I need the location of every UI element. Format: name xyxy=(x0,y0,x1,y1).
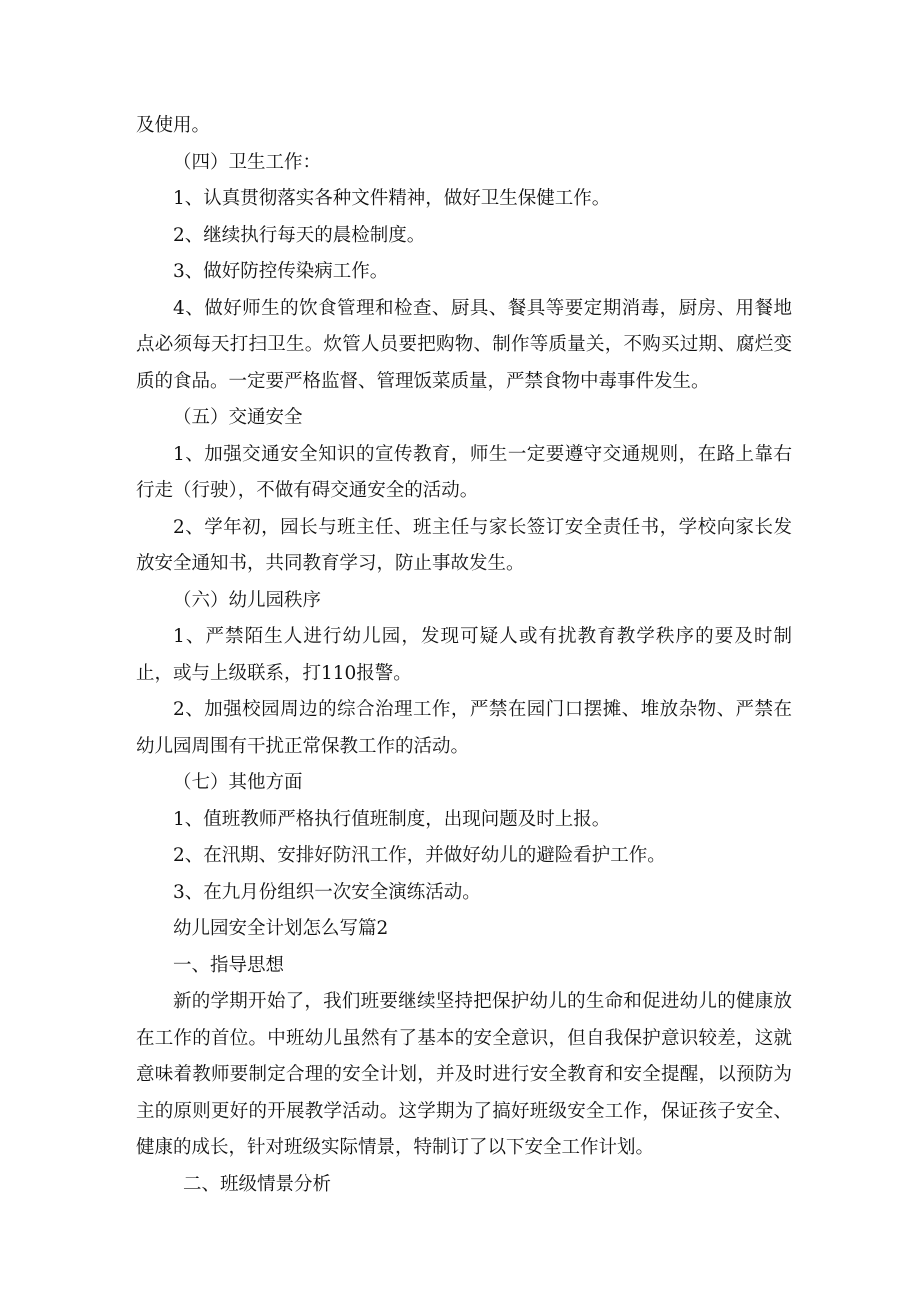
paragraph: 4、做好师生的饮食管理和检查、厨具、餐具等要定期消毒，厨房、用餐地点必须每天打扫卫生。炊管人员要把购物、制作等质量关，不购买过期、腐烂变质的食品。一定要严格监督、管理饭菜质量，严禁食物中毒事件发生。 xyxy=(136,297,792,392)
section-heading-other: （七）其他方面 xyxy=(173,772,303,793)
paragraph: 2、加强校园周边的综合治理工作，严禁在园门口摆摊、堆放杂物、严禁在幼儿园周围有干扰正常保教工作的活动。 xyxy=(136,699,792,757)
paragraph: 1、加强交通安全知识的宣传教育，师生一定要遵守交通规则，在路上靠右行走（行驶），不做有碍交通安全的活动。 xyxy=(136,443,792,501)
paragraph: 1、值班教师严格执行值班制度，出现问题及时上报。 xyxy=(173,808,611,830)
paragraph: 1、认真贯彻落实各种文件精神，做好卫生保健工作。 xyxy=(173,188,611,209)
section-heading-traffic: （五）交通安全 xyxy=(173,407,303,428)
paragraph: 2、在汛期、安排好防汛工作，并做好幼儿的避险看护工作。 xyxy=(173,845,666,866)
section-heading-order: （六）幼儿园秩序 xyxy=(173,589,322,611)
paragraph-continuation: 及使用。 xyxy=(136,115,211,136)
paragraph: 新的学期开始了，我们班要继续坚持把保护幼儿的生命和促进幼儿的健康放在工作的首位。中班幼儿虽然有了基本的安全意识，但自我保护意识较差，这就意味着教师要制定合理的安全计划，并及时进行安全教育和安全提醒，以预防为主的原则更好的开展教学活动。这学期为了搞好班级安全工作，保证孩子安全、健康的成长，针对班级实际情景，特制订了以下安全工作计划。 xyxy=(136,991,792,1158)
paragraph: 1、严禁陌生人进行幼儿园，发现可疑人或有扰教育教学秩序的要及时制止，或与上级联系，打110报警。 xyxy=(136,626,792,684)
paragraph: 2、继续执行每天的晨检制度。 xyxy=(173,224,426,246)
document-body xyxy=(136,108,792,1203)
article-title: 幼儿园安全计划怎么写篇2 xyxy=(173,918,389,939)
paragraph: 3、在九月份组织一次安全演练活动。 xyxy=(173,881,481,903)
section-heading-hygiene: （四）卫生工作： xyxy=(173,151,322,173)
paragraph: 3、做好防控传染病工作。 xyxy=(173,261,389,282)
section-heading-guiding: 一、指导思想 xyxy=(173,954,285,976)
paragraph: 2、学年初，园长与班主任、班主任与家长签订安全责任书，学校向家长发放安全通知书，共同教育学习，防止事故发生。 xyxy=(136,516,792,574)
section-heading-analysis: 二、班级情景分析 xyxy=(183,1173,332,1195)
